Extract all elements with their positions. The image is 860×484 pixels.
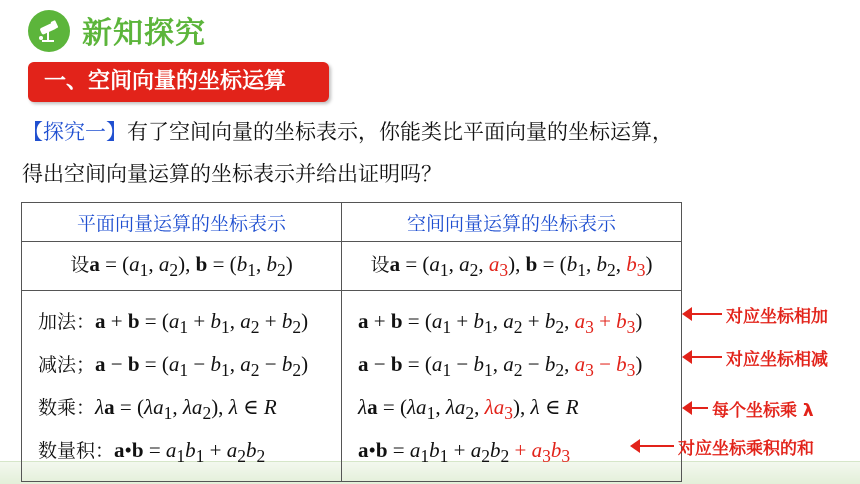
question-line-2: 得出空间向量运算的坐标表示并给出证明吗？ — [22, 162, 442, 186]
annotation-sub: 对应坐标相减 — [684, 344, 828, 370]
plane-definition: 设$a = (a_1$, $a_2$), $b = (b_1$, $b_2$) — [22, 242, 342, 291]
space-dot-rule: a•b = $a_1b_1 + a_2b_2 + a_3b_3$ — [358, 438, 571, 467]
col-header-plane: 平面向量运算的坐标表示 — [22, 203, 342, 242]
table-header-row — [22, 203, 682, 242]
plane-add-rule: 加法：$a + b = (a_1 + b_1$, $a_2 + b_2$) — [38, 309, 309, 338]
col-header-space: 空间向量运算的坐标表示 — [342, 203, 682, 242]
subsection-title: 一、空间向量的坐标运算 — [28, 62, 329, 102]
question-line-1 — [22, 116, 673, 146]
left-arrow-icon — [684, 407, 708, 409]
annotation-scalar: 每个坐标乘 λ — [684, 395, 814, 421]
section-title: 新知探究 — [82, 16, 206, 51]
annotation-add: 对应坐标相加 — [684, 301, 828, 327]
space-add-rule: $a + b = (a_1 + b_1$, $a_2 + b_2$, $a_3 + b_3$) — [358, 309, 643, 338]
plane-scalar-rule: 数乘：$\lambda a = (\lambda a_1$, $\lambda a_2$), λ ∈ R — [38, 395, 277, 424]
annotation-dot: 对应坐标乘积的和 — [632, 433, 814, 459]
plane-sub-rule: 减法；$a - b = (a_1 - b_1$, $a_2 - b_2$) — [38, 352, 309, 381]
left-arrow-icon — [684, 356, 722, 358]
question-tag: 【探究一】 — [22, 120, 127, 144]
telescope-icon — [28, 10, 70, 52]
space-sub-rule: $a - b = (a_1 - b_1$, $a_2 - b_2$, $a_3 - b_3$) — [358, 352, 643, 381]
plane-dot-rule: 数量积：a•b = $a_1b_1 + a_2b_2$ — [38, 438, 266, 467]
space-scalar-rule: $\lambda a = (\lambda a_1$, $\lambda a_2$, $\lambda a_3$), λ ∈ R — [358, 395, 579, 424]
space-definition: 设$a = (a_1$, $a_2$, $a_3$), $b = (b_1$, $b_2$, $b_3$) — [342, 242, 682, 291]
left-arrow-icon — [684, 313, 722, 315]
operations-row — [22, 291, 682, 482]
definition-row — [22, 242, 682, 291]
left-arrow-icon — [632, 445, 674, 447]
question-text-1: 有了空间向量的坐标表示，你能类比平面向量的坐标运算， — [127, 120, 673, 144]
comparison-table — [21, 202, 682, 482]
plane-operations — [22, 291, 342, 482]
